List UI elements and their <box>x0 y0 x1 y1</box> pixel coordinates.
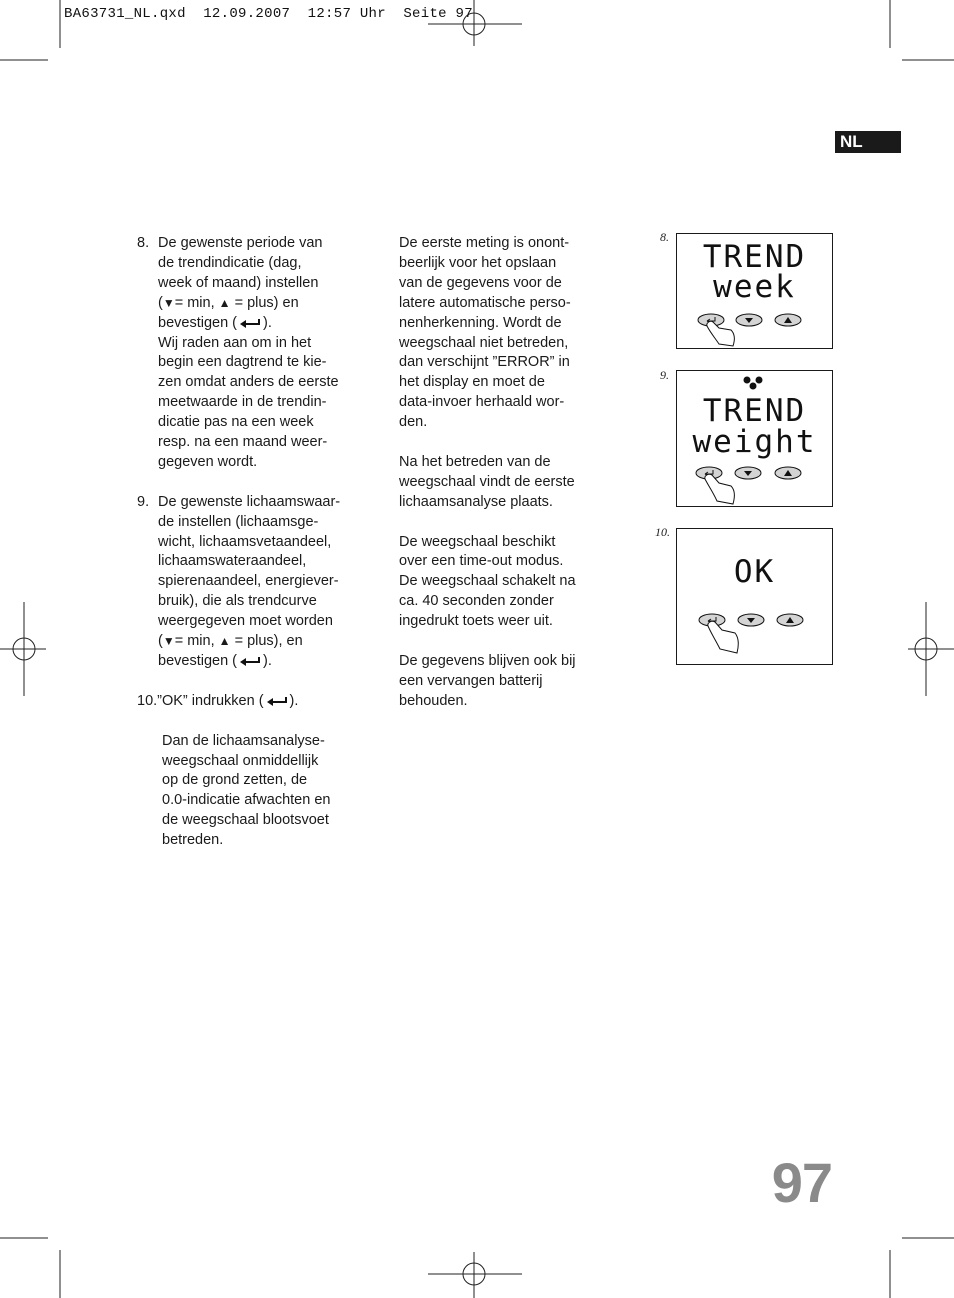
text-line: een vervangen batterij <box>399 672 543 689</box>
down-button-icon <box>735 467 761 479</box>
text-line: behouden. <box>399 692 468 709</box>
text-line: beerlijk voor het opslaan <box>399 254 557 271</box>
text-line: De gewenste periode van <box>158 235 323 251</box>
step-number: 8. <box>137 235 150 251</box>
text-line: gegeven wordt. <box>158 453 258 470</box>
triangle-up-icon: ▲ <box>218 634 231 649</box>
text-line: week of maand) instellen <box>158 274 319 291</box>
text-line: ingedrukt toets weer uit. <box>399 613 553 630</box>
text-line: den. <box>399 414 428 431</box>
text-line: de trendindicatie (dag, <box>158 254 302 271</box>
step-number: 9. <box>137 493 150 510</box>
lcd-text-line-1: TREND <box>702 393 807 429</box>
text-line: De weegschaal schakelt na <box>399 573 576 590</box>
language-tab: NL <box>835 131 901 153</box>
step-9 <box>137 493 362 672</box>
lcd-text-line-2: week <box>713 269 796 305</box>
enter-key-icon <box>239 318 261 328</box>
figure-10-label: 10. <box>655 525 670 539</box>
step-10: 10.”OK” indrukken ( ). <box>137 692 299 709</box>
text-line: de weegschaal blootsvoet <box>162 812 329 829</box>
text-line: 0.0-indicatie afwachten en <box>162 792 331 809</box>
text-line: dicatie pas na een week <box>158 414 314 431</box>
triangle-up-icon: ▲ <box>218 295 231 310</box>
figure-8-label: 8. <box>660 230 669 244</box>
text-line: De weegschaal beschikt <box>399 533 556 550</box>
triangle-down-icon: ▼ <box>162 295 175 310</box>
text-line: zen omdat anders de eerste <box>158 374 339 391</box>
text-line: de instellen (lichaamsge- <box>158 513 319 530</box>
up-button-icon <box>775 467 801 479</box>
text-line: weegschaal vindt de eerste <box>399 473 575 490</box>
text-line: weegschaal niet betreden, <box>399 334 569 351</box>
text-line: weegschaal onmiddellijk <box>162 752 319 769</box>
text-line: De gegevens blijven ook bij <box>399 652 576 669</box>
text-line: data-invoer herhaald wor- <box>399 394 565 411</box>
enter-key-icon <box>239 656 261 666</box>
down-button-icon <box>736 314 762 326</box>
text-line: dan verschijnt ”ERROR” in <box>399 354 570 371</box>
text-line: (▼= min, ▲ = plus) en <box>158 294 299 311</box>
text-line: bevestigen ( ). <box>158 314 272 331</box>
up-button-icon <box>775 314 801 326</box>
pointing-hand-icon <box>705 474 734 504</box>
text-line: De eerste meting is onont- <box>399 235 570 251</box>
text-line: (▼= min, ▲ = plus), en <box>158 633 303 650</box>
figure-10-display <box>676 528 833 665</box>
down-button-icon <box>738 614 764 626</box>
text-line: het display en moet de <box>399 374 545 391</box>
page-number: 97 <box>771 1151 832 1214</box>
text-line: nenherkenning. Wordt de <box>399 314 562 331</box>
step-10-note <box>137 732 362 851</box>
pointing-hand-icon <box>707 321 734 346</box>
instructions-column-1 <box>137 234 362 851</box>
text-line: bevestigen ( ). <box>158 653 272 670</box>
lcd-text-line-2: weight <box>692 424 817 460</box>
file-slug: BA63731_NL.qxd 12.09.2007 12:57 Uhr Seite 97 <box>64 6 473 22</box>
scale-buttons <box>677 529 834 666</box>
text-line: betreden. <box>162 832 224 849</box>
paragraph-battery <box>399 652 599 712</box>
paragraph-analysis <box>399 453 599 513</box>
text-line: weergegeven moet worden <box>158 613 333 630</box>
text-line: Na het betreden van de <box>399 453 551 470</box>
text-line: Dan de lichaamsanalyse- <box>162 732 325 749</box>
text-line: lichaamswateraandeel, <box>158 553 307 570</box>
text-line: meetwaarde in de trendin- <box>158 394 327 411</box>
step-8 <box>137 234 362 473</box>
text-line: van de gegevens voor de <box>399 274 562 291</box>
paragraph-first-measurement <box>399 234 599 433</box>
lcd-text-line-1: OK <box>733 554 776 590</box>
text-line: resp. na een maand weer- <box>158 434 328 451</box>
text-line: Wij raden aan om in het <box>158 334 312 351</box>
paragraph-timeout <box>399 533 599 633</box>
pointing-hand-icon <box>708 621 738 653</box>
text-line: ca. 40 seconden zonder <box>399 593 554 610</box>
text-line: begin een dagtrend te kie- <box>158 354 327 371</box>
enter-key-icon <box>266 696 288 706</box>
scale-buttons <box>677 371 834 508</box>
figure-9-label: 9. <box>660 368 669 382</box>
text-line: over een time-out modus. <box>399 553 564 570</box>
figure-9-display <box>676 370 833 507</box>
text-line: lichaamsanalyse plaats. <box>399 493 553 510</box>
triangle-down-icon: ▼ <box>162 634 175 649</box>
text-line: De gewenste lichaamswaar- <box>158 493 341 510</box>
text-line: op de grond zetten, de <box>162 772 308 789</box>
text-line: latere automatische perso- <box>399 294 571 311</box>
instructions-column-2 <box>399 234 599 712</box>
text-line: spierenaandeel, energiever- <box>158 573 339 590</box>
text-line: bruik), die als trendcurve <box>158 593 317 610</box>
lcd-text-line-1: TREND <box>702 239 807 275</box>
up-button-icon <box>777 614 803 626</box>
figure-8-display <box>676 233 833 349</box>
text-line: wicht, lichaamsvetaandeel, <box>158 533 332 550</box>
scale-buttons <box>677 234 834 350</box>
